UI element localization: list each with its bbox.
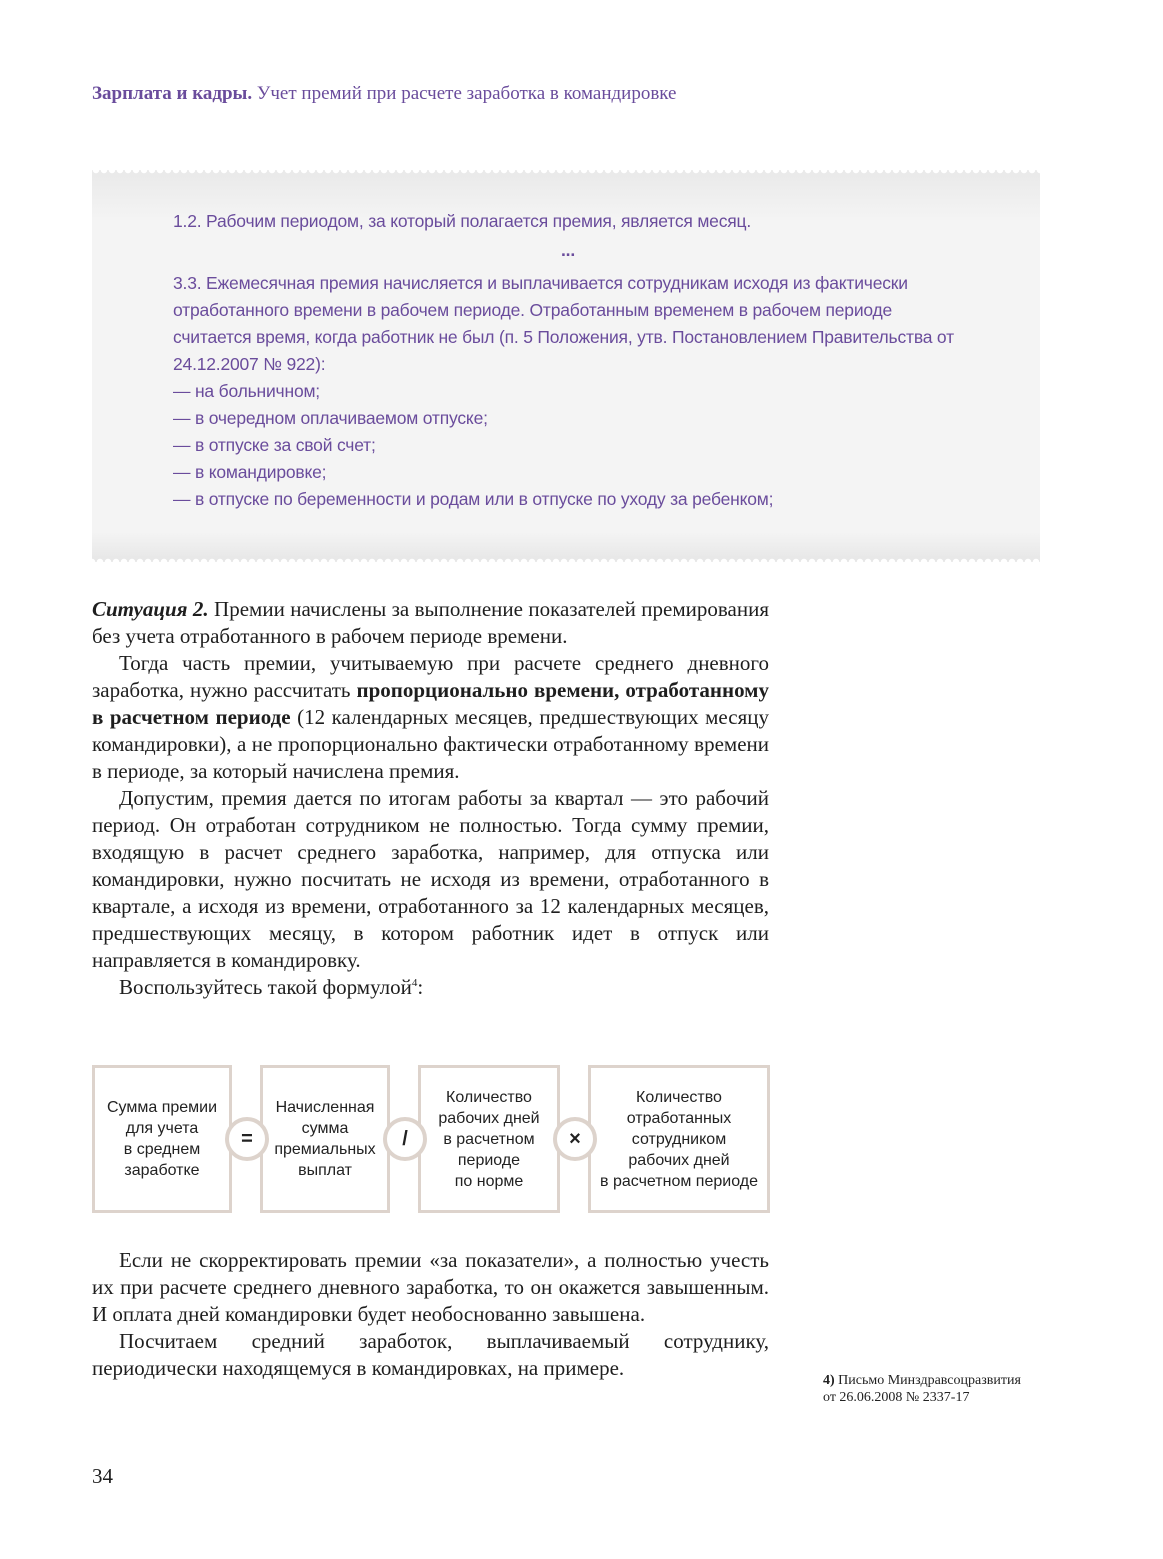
quote-box bbox=[92, 170, 1040, 562]
quote-paragraph: 1.2. Рабочим периодом, за который полагается премия, является месяц. bbox=[173, 211, 752, 231]
quote-ellipsis: ... bbox=[561, 240, 575, 260]
formula-box bbox=[92, 1065, 232, 1213]
formula-box-text: Количество отработанных сотрудником рабочих дней в расчетном периоде bbox=[600, 1088, 758, 1190]
quote-list-item: — в отпуске по беременности и родам или в отпуске по уходу за ребенком; bbox=[173, 489, 774, 509]
equals-operator: = bbox=[225, 1117, 269, 1161]
quote-list-item: — в очередном оплачиваемом отпуске; bbox=[173, 408, 488, 428]
footnote-text: Письмо Минздравсоцразвития bbox=[834, 1373, 1021, 1388]
quote-list-item: — в командировке; bbox=[173, 462, 327, 482]
footnote-ref[interactable]: 4 bbox=[411, 977, 418, 989]
section-name: Зарплата и кадры. bbox=[92, 83, 253, 104]
article-title: Учет премий при расчете заработка в командировке bbox=[256, 83, 677, 104]
formula-box-text: Сумма премии для учета в среднем заработке bbox=[106, 1099, 218, 1179]
text: : bbox=[417, 975, 424, 999]
quote-list-item: — в отпуске за свой счет; bbox=[173, 435, 376, 455]
divide-operator: / bbox=[383, 1117, 427, 1161]
bold-text: пропорционально времени, отработанному в расчетном периоде bbox=[92, 678, 769, 729]
body-text-continued bbox=[92, 1247, 769, 1382]
page-number: 34 bbox=[92, 1464, 113, 1488]
footnote-text: от 26.06.2008 № 2337-17 bbox=[823, 1390, 970, 1405]
paragraph bbox=[92, 974, 769, 1001]
formula-box bbox=[588, 1065, 770, 1213]
formula-box-text: Количество рабочих дней в расчетном периоде по норме bbox=[438, 1088, 540, 1190]
text: (12 календарных месяцев, предшествующих месяцу командировки), а не пропорционально фактически отработанному времени в периоде, за который начислена премия. bbox=[92, 705, 769, 783]
formula-box-text: Начисленная сумма премиальных выплат bbox=[274, 1099, 376, 1179]
paragraph: Если не скорректировать премии «за показатели», а полностью учесть их при расчете среднего дневного заработка, то он окажется завышенным. И оплата дней командировки будет необоснованно завышена. bbox=[92, 1248, 769, 1326]
paragraph bbox=[92, 650, 769, 785]
quote-list-item: — на больничном; bbox=[173, 381, 320, 401]
formula-diagram bbox=[92, 1065, 770, 1213]
paragraph: Посчитаем средний заработок, выплачиваемый сотруднику, периодически находящемуся в командировках, на примере. bbox=[92, 1329, 769, 1380]
footnote bbox=[823, 1372, 1021, 1406]
text: Тогда часть премии, учитываемую при расчете среднего дневного заработка, нужно рассчитать bbox=[92, 651, 769, 702]
footnote-number: 4) bbox=[823, 1373, 835, 1388]
formula-box bbox=[418, 1065, 560, 1213]
text: Воспользуйтесь такой формулой bbox=[119, 975, 412, 999]
running-header bbox=[92, 83, 677, 105]
body-text bbox=[92, 596, 769, 1001]
quote-paragraph: 3.3. Ежемесячная премия начисляется и выплачивается сотрудникам исходя из фактически отработанного времени в рабочем периоде. Отработанным временем в рабочем периоде считается время, когда работник не был (п. 5 Положения, утв. Постановлением Правительства от 24.12.2007 № 922): bbox=[173, 273, 954, 374]
paragraph: Допустим, премия дается по итогам работы за квартал — это рабочий период. Он отработан сотрудником не полностью. Тогда сумму премии, входящую в расчет среднего заработка, например, для отпуска или командировки, нужно посчитать не исходя из времени, отработанного в квартале, а исходя из времени, отработанного за 12 календарных месяцев, предшествующих месяцу, в котором работник идет в отпуск или направляется в командировку. bbox=[92, 786, 769, 972]
formula-box bbox=[260, 1065, 390, 1213]
paragraph bbox=[92, 596, 769, 650]
situation-label: Ситуация 2. bbox=[92, 597, 209, 621]
multiply-operator: × bbox=[553, 1117, 597, 1161]
text: Премии начислены за выполнение показателей премирования без учета отработанного в рабочем периоде времени. bbox=[92, 597, 769, 648]
